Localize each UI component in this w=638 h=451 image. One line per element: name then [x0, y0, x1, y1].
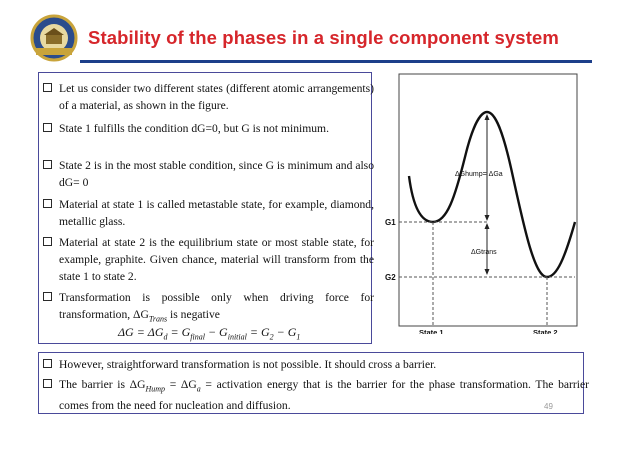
bullet-text: State 2 is in the most stable condition, since G is minimum and also dG= 0: [59, 159, 374, 189]
slide-title: Stability of the phases in a single component system: [88, 27, 559, 48]
bullet-text: However, straightforward transformation is not possible. It should cross a barrier.: [59, 358, 437, 371]
title-underline: [80, 60, 592, 63]
eq-part: − G: [273, 325, 297, 339]
checkbox-bullet-icon: [43, 160, 52, 169]
checkbox-bullet-icon: [43, 379, 52, 388]
g1-label: G1: [385, 218, 396, 227]
bullet-item: [43, 376, 589, 414]
eq-sub: d: [163, 332, 168, 342]
checkbox-bullet-icon: [43, 123, 52, 132]
bullet-text: Material at state 1 is called metastable state, for example, diamond, metallic glass.: [59, 198, 374, 228]
checkbox-bullet-icon: [43, 237, 52, 246]
bullet-text-part: = ΔG: [165, 378, 197, 391]
bullet-item: [43, 80, 374, 114]
state1-label: State 1: [419, 328, 444, 334]
free-energy-figure: [385, 72, 579, 334]
eq-sub: 1: [296, 332, 301, 342]
eq-sub: initial: [227, 332, 247, 342]
state2-label: State 2: [533, 328, 558, 334]
checkbox-bullet-icon: [43, 359, 52, 368]
bullet-item: [43, 289, 374, 327]
bullet-text: [59, 289, 374, 327]
eq-part: ΔG = ΔG: [118, 325, 164, 339]
bullet-text-part: The barrier is ΔG: [59, 378, 146, 391]
checkbox-bullet-icon: [43, 83, 52, 92]
bullet-text: Let us consider two different states (different atomic arrangements) of a material, as shown in the figure.: [59, 82, 374, 112]
subscript: Hump: [145, 384, 166, 394]
equation: [118, 325, 300, 341]
checkbox-bullet-icon: [43, 292, 52, 301]
bullet-item: [43, 356, 589, 373]
institute-logo: [30, 14, 78, 62]
trans-label: ΔGtrans: [471, 249, 497, 256]
bullet-text: State 1 fulfills the condition dG=0, but G is not minimum.: [59, 122, 329, 135]
subscript: a: [196, 384, 201, 394]
eq-sub: 2: [269, 332, 274, 342]
checkbox-bullet-icon: [43, 199, 52, 208]
bullet-text: [59, 376, 589, 414]
bullet-text-part: Transformation is possible only when driving force for transformation, ΔG: [59, 291, 374, 321]
eq-part: − G: [204, 325, 228, 339]
bullet-text-part: is negative: [167, 308, 220, 321]
bullet-item: [43, 196, 374, 230]
eq-part: = G: [167, 325, 191, 339]
bullet-item: [43, 157, 374, 191]
bullet-text: Material at state 2 is the equilibrium state or most stable state, for example, graphite. Given chance, material will transform from the state 1 to state 2.: [59, 236, 374, 283]
g2-label: G2: [385, 273, 396, 282]
subscript: Trans: [148, 314, 168, 324]
eq-part: = G: [246, 325, 270, 339]
bullet-item: [43, 120, 374, 137]
bullet-item: [43, 234, 374, 285]
eq-sub: final: [190, 332, 205, 342]
page-number: 49: [544, 402, 553, 411]
bullet-text-part: = activation energy that is the barrier for the phase transformation. The barrier comes from the need for nucleation and diffusion.: [59, 378, 589, 413]
hump-label: ΔGhump= ΔGa: [455, 171, 503, 178]
